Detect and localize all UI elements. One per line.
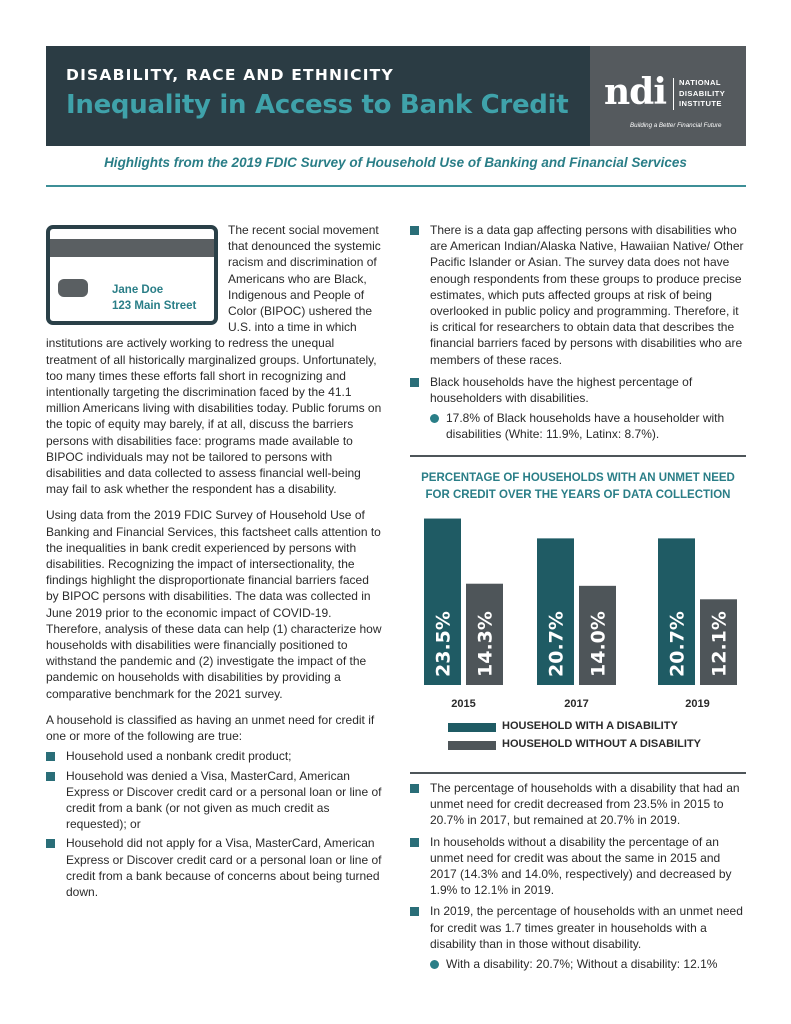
card-holder-name: Jane Doe — [112, 284, 164, 296]
square-bullet-icon — [46, 772, 55, 781]
bar-value-label: 23.5% — [432, 611, 455, 677]
bar-value-label: 12.1% — [708, 611, 731, 677]
card-magnetic-stripe — [50, 239, 214, 257]
header-banner — [46, 46, 746, 146]
legend-item — [448, 720, 748, 738]
ndi-logo — [590, 46, 746, 146]
chart-legend — [448, 720, 748, 756]
list-item-text: In households without a disability the percentage of an unmet need for credit was about the same in 2015 and 2017 (14.3% and 14.0%, respectively) and decreased by 1.9% to 12.1% in 2019. — [430, 834, 732, 898]
card-chip-icon — [58, 279, 88, 297]
banner-title-block — [66, 66, 568, 120]
bar-value-label: 14.0% — [587, 611, 610, 677]
data-paragraph: Using data from the 2019 FDIC Survey of Household Use of Banking and Financial Services, this factsheet calls attention to the inequalities in bank credit experienced by persons with disabilities. Recognizing the impact of intersectionality, the findings highlight the disproportionate financial barriers faced by BIPOC persons with disabilities. The data was collected in June 2019 prior to the economic impact of COVID-19. Therefore, analysis of these data can help (1) characterize how households with disabilities were financially positioned to withstand the pandemic and (2) investigate the impact of the pandemic on households with disabilities by providing a comparative benchmark for the 2021 survey. — [46, 508, 382, 701]
square-bullet-icon — [410, 784, 419, 793]
list-item — [410, 780, 746, 829]
right-column-top — [410, 222, 746, 446]
bar-value-label: 20.7% — [545, 611, 568, 677]
intro-paragraph: The recent social movement that denounced the systemic racism and discrimination of Americans who are Black, Indigenous and People of Color (BIPOC) ushered the U.S. into a time in which institutions are actively working to redress the unequal treatment of all historically marginalized groups. Unfortunately, too many times these efforts fall short in recognizing and intentionally targeting the discrimination faced by the 41.1 million Americans living with disabilities today. Public forums on the topic of equity may barely, if at all, discuss the barriers persons with disabilities face: programs made available to BIPOC individuals may not be tailored to persons with disabilities and data collected to assess financial well-being may fail to ask whether the respondent has a disability. — [46, 223, 382, 497]
logo-name-line: DISABILITY — [679, 88, 726, 98]
chart-bottom-rule — [410, 772, 746, 774]
list-item-text: In 2019, the percentage of households with an unmet need for credit was 1.7 times greater in households with a disability than in those without disability. — [430, 904, 743, 951]
list-item — [46, 768, 382, 833]
logo-tagline: Building a Better Financial Future — [630, 122, 722, 129]
legend-swatch — [448, 723, 496, 732]
chart-findings-list — [410, 780, 746, 972]
square-bullet-icon — [410, 907, 419, 916]
page-subtitle: Highlights from the 2019 FDIC Survey of Household Use of Banking and Financial Services — [104, 155, 687, 170]
bar-value-label: 20.7% — [666, 611, 689, 677]
square-bullet-icon — [46, 752, 55, 761]
circle-bullet-icon — [430, 414, 439, 423]
sub-list-item-text: 17.8% of Black households have a householder with disabilities (White: 11.9%, Latinx: 8.7%). — [446, 411, 725, 442]
legend-label: HOUSEHOLD WITHOUT A DISABILITY — [502, 738, 702, 750]
list-item-text: Household used a nonbank credit product; — [66, 749, 292, 764]
card-holder-address: 123 Main Street — [112, 300, 197, 312]
left-column — [46, 222, 382, 903]
sub-list-item — [430, 410, 746, 442]
list-item — [46, 748, 382, 764]
x-tick-label: 2019 — [685, 698, 710, 710]
list-item — [410, 834, 746, 899]
findings-list — [410, 222, 746, 443]
credit-card-illustration — [46, 225, 218, 325]
x-tick-label: 2015 — [451, 698, 476, 710]
sub-list-item-text: With a disability: 20.7%; Without a disability: 12.1% — [446, 957, 718, 972]
list-item — [410, 222, 746, 368]
square-bullet-icon — [410, 226, 419, 235]
logo-mark: ndi — [604, 71, 667, 113]
circle-bullet-icon — [430, 960, 439, 969]
list-item — [46, 835, 382, 900]
page-title: Inequality in Access to Bank Credit — [66, 90, 569, 120]
square-bullet-icon — [46, 839, 55, 848]
list-item-text: Black households have the highest percentage of householders with disabilities. — [430, 374, 693, 406]
logo-name-line: NATIONAL — [679, 78, 721, 87]
list-item — [410, 374, 746, 443]
sub-list — [430, 956, 746, 972]
sub-list-item — [430, 956, 746, 972]
list-item-text: Household did not apply for a Visa, MasterCard, American Express or Discover credit card or a personal loan or line of credit from a bank because of concerns about being turned down. — [66, 836, 382, 899]
logo-name — [679, 78, 725, 110]
bar-value-label: 14.3% — [474, 611, 497, 677]
legend-item — [448, 738, 748, 756]
logo-divider — [673, 78, 674, 110]
chart-title: PERCENTAGE OF HOUSEHOLDS WITH AN UNMET NEED FOR CREDIT OVER THE YEARS OF DATA COLLECTION — [421, 472, 735, 501]
subtitle-rule — [46, 185, 746, 187]
list-item — [410, 903, 746, 972]
right-column-bottom — [410, 780, 746, 975]
square-bullet-icon — [410, 378, 419, 387]
list-item-text: Household was denied a Visa, MasterCard, American Express or Discover credit card or a personal loan or line of credit from a bank (or not given as much credit as requested); or — [66, 768, 382, 832]
logo-name-line: INSTITUTE — [679, 99, 722, 108]
bar-chart — [410, 505, 746, 715]
list-item-text: The percentage of households with a disability that had an unmet need for credit decreased from 23.5% in 2015 to 20.7% in 2017, but remained at 20.7% in 2019. — [430, 781, 740, 828]
x-tick-label: 2017 — [564, 698, 589, 710]
sub-list — [430, 410, 746, 442]
list-item-text: There is a data gap affecting persons with disabilities who are American Indian/Alaska Native, Hawaiian Native/ Other Pacific Islander or Asian. The survey data does not have enough respondents from these groups to produce precise estimates, which puts affected groups at risk of being overlooked in public policy and programming. Therefore, it is critical for researchers to obtain data that describes the financial barriers faced by persons with disabilities who are members of these races. — [430, 223, 744, 367]
header-kicker: DISABILITY, RACE AND ETHNICITY — [66, 66, 394, 84]
chart-top-rule — [410, 455, 746, 457]
square-bullet-icon — [410, 838, 419, 847]
definition-paragraph: A household is classified as having an unmet need for credit if one or more of the following are true: — [46, 712, 375, 744]
legend-label: HOUSEHOLD WITH A DISABILITY — [502, 720, 678, 732]
criteria-list — [46, 748, 382, 900]
legend-swatch — [448, 741, 496, 750]
